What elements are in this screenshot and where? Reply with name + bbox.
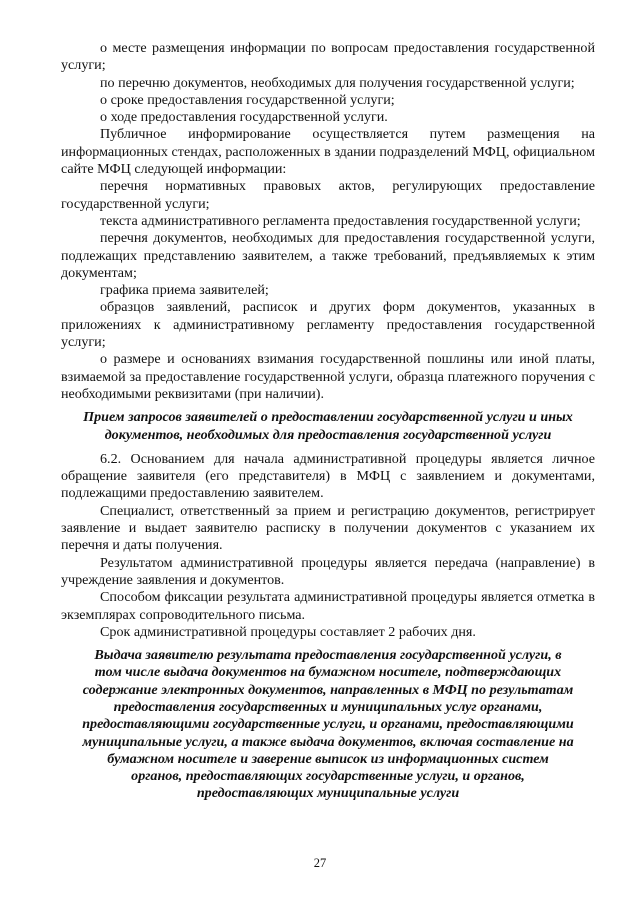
paragraph: перечня документов, необходимых для предоставления государственной услуги, подлежащих представлению заявителем, а также требований, предъявляемых к этим документам; xyxy=(61,230,595,281)
paragraph: образцов заявлений, расписок и других форм документов, указанных в приложениях к административному регламенту предоставления государственной услуги; xyxy=(61,299,595,351)
paragraph: Срок административной процедуры составляет 2 рабочих дня. xyxy=(100,623,476,640)
heading-line: предоставляющими государственные услуги, и органами, предоставляющими xyxy=(82,716,574,733)
section-heading-reception xyxy=(61,409,595,444)
paragraph: Способом фиксации результата административной процедуры является отметка в экземплярах сопроводительного письма. xyxy=(61,589,595,623)
section-heading-issuance xyxy=(61,647,595,803)
paragraph: о ходе предоставления государственной услуги. xyxy=(100,109,388,126)
heading-line: содержание электронных документов, направленных в МФЦ по результатам xyxy=(82,681,574,698)
paragraph: Результатом административной процедуры является передача (направление) в учреждение заявления и документов. xyxy=(61,554,595,588)
paragraph: о сроке предоставления государственной услуги; xyxy=(100,91,395,108)
paragraph: Публичное информирование осуществляется путем размещения на информационных стендах, расположенных в здании подразделений МФЦ, официальном сайте МФЦ следующей информации: xyxy=(61,126,595,178)
paragraph: о месте размещения информации по вопросам предоставления государственной услуги; xyxy=(61,40,595,74)
heading-line: муниципальные услуги, а также выдача документов, включая составление на xyxy=(82,733,574,750)
heading-line: предоставляющих муниципальные услуги xyxy=(196,785,460,802)
heading-line: Прием запросов заявителей о предоставлении государственной услуги и иных xyxy=(83,409,573,426)
paragraph: по перечню документов, необходимых для получения государственной услуги; xyxy=(100,74,575,91)
heading-line: органов, предоставляющих государственные услуги, и органов, xyxy=(131,768,525,785)
paragraph: Специалист, ответственный за прием и регистрацию документов, регистрирует заявление и выдает заявителю расписку в получении документов с указанием их перечня и даты получения. xyxy=(61,502,595,554)
paragraph: графика приема заявителей; xyxy=(100,282,269,299)
heading-line: том числе выдача документов на бумажном носителе, подтверждающих xyxy=(94,664,562,681)
document-page xyxy=(61,40,595,810)
heading-line: предоставления государственных и муниципальных услуг органами, xyxy=(113,698,543,715)
paragraph: 6.2. Основанием для начала административной процедуры является личное обращение заявителя (его представителя) в МФЦ с заявлением и документами, подлежащими предоставлению заявителем. xyxy=(61,450,595,502)
heading-line: бумажном носителе и заверение выписок из информационных систем xyxy=(107,750,549,767)
paragraph: о размере и основаниях взимания государственной пошлины или иной платы, взимаемой за предоставление государственной услуги, образца платежного поручения с необходимыми реквизитами (при наличии). xyxy=(61,351,595,402)
paragraph: текста административного регламента предоставления государственной услуги; xyxy=(100,212,581,229)
heading-line: документов, необходимых для предоставления государственной услуги xyxy=(104,426,552,443)
page-number: 27 xyxy=(313,856,327,870)
heading-line: Выдача заявителю результата предоставления государственной услуги, в xyxy=(94,647,562,664)
paragraph: перечня нормативных правовых актов, регулирующих предоставление государственной услуги; xyxy=(61,178,595,212)
